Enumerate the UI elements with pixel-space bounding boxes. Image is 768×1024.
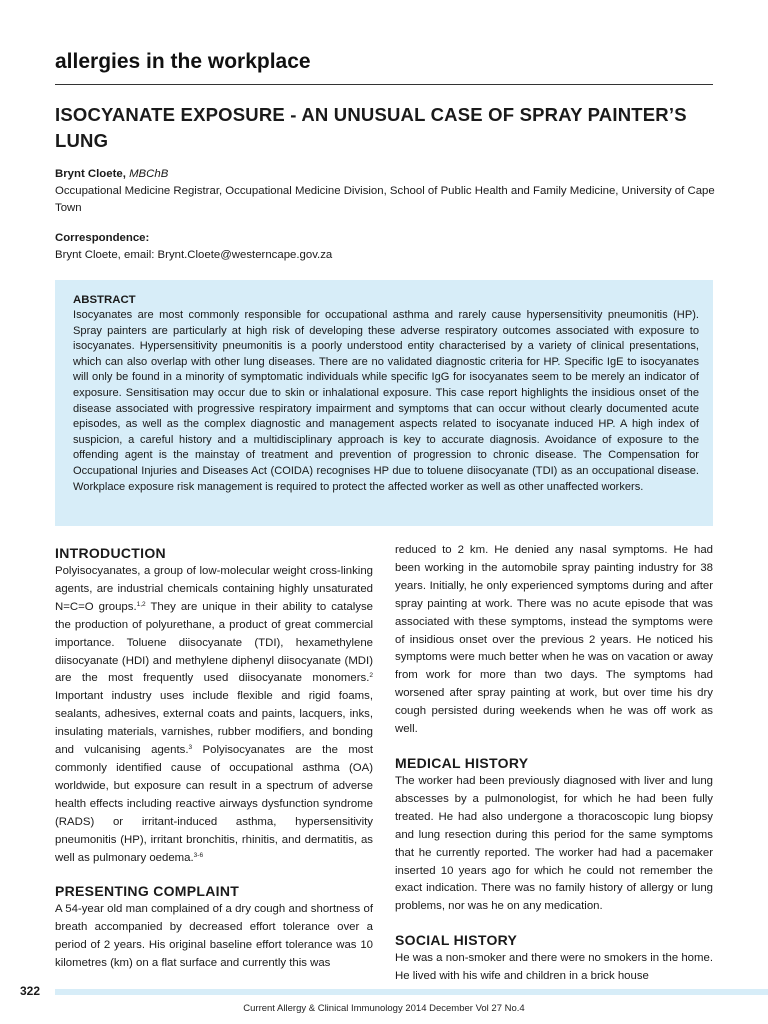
social-history-text: He was a non-smoker and there were no smokers in the home. He lived with his wife and children in a brick house [395,952,713,983]
citation-1: 1,2 [136,600,146,608]
correspondence-label: Correspondence: [55,232,150,244]
section-label: allergies in the workplace [55,50,311,73]
presenting-complaint-heading: PRESENTING COMPLAINT [55,883,240,900]
intro-text-4: Polyisocyanates are the most commonly identified cause of occupational asthma (OA) worldwide, but exposure can result in a spectrum of adverse health effects including reactive airways dysfunction syndrome (RADS) or irritant-induced asthma, hypersensitivity pneumonitis (HP), irritant bronchitis, rhinitis, and dermatitis, as well as pulmonary oedema. [55,744,373,864]
correspondence-text: Brynt Cloete, email: Brynt.Cloete@westerncape.gov.za [55,249,333,261]
medical-history-heading: MEDICAL HISTORY [395,754,529,771]
presenting-complaint-text: A 54-year old man complained of a dry cough and shortness of breath accompanied by decreased effort tolerance over a period of 2 years. His original baseline effort tolerance was 10 kilometres (km) on a flat surface and currently this was [55,903,373,970]
citation-4: 3-6 [193,851,204,859]
social-history-heading: SOCIAL HISTORY [395,932,518,949]
introduction-heading: INTRODUCTION [55,545,166,561]
abstract-heading: ABSTRACT [73,294,136,306]
medical-history-text: The worker had been previously diagnosed with liver and lung abscesses by a pulmonologist, for which he had been fully treated. He had also undergone a thoracoscopic lung biopsy and lung resection during this period for the same symptoms that he currently reported. The worker had had a pacemaker inserted 10 years ago for which he could not remember the exact indication. There was no family history of allergy or lung problems, nor was he on any medication. [395,774,713,913]
left-column [55,543,373,973]
author-name: Brynt Cloete, [55,168,126,180]
journal-footer: Current Allergy & Clinical Immunology 2014 December Vol 27 No.4 [243,1003,525,1014]
presenting-complaint-continuation: reduced to 2 km. He denied any nasal symptoms. He had been working in the automobile spray painting industry for 38 years. Initially, he only experienced symptoms during and after spray painting at work. There was no acute episode that was associated with these symptoms, instead the symptoms were of insidious onset over the previous 2 years. He noticed his symptoms were much better when he was on vacation or away from work for more than two days. The symptoms had worsened after spray painting at work, but over time his dry cough persisted during weekends when he was off work as well. [395,544,713,736]
author-block [55,166,715,217]
page-number: 322 [19,984,40,998]
right-column [395,542,713,986]
abstract-text: Isocyanates are most commonly responsible for occupational asthma and rarely cause hypersensitivity pneumonitis (HP). Spray painters are particularly at high risk of developing these adverse respiratory outcomes associated with exposure to isocyanates. Hypersensitivity pneumonitis is a poorly understood entity characterised by a variety of clinical presentations, which can also overlap with other lung diseases. There are no validated diagnostic criteria for HP. Specific IgE to isocyanates will only be found in a minority of symptomatic individuals while specific IgG for isocyanates seem to be merely an indicator of exposure. Sensitisation may occur due to skin or inhalational exposure. This case report highlights the insidious onset of the disease associated with progressive respiratory impairment and symptoms that can occur without clearly documented acute episodes, as well as the complex diagnostic and management aspects related to isocyanate induced HP. A high index of suspicion, a careful history and a multidisciplinary approach is key to accurate diagnosis. Avoidance of exposure to the offending agent is the mainstay of treatment and prevention of progression to chronic disease. The Compensation for Occupational Injuries and Diseases Act (COIDA) recognises HP due to toluene diisocyanate (TDI) as an occupational disease. Workplace exposure risk management is required to protect the affected worker as well as other unaffected workers. [73,309,699,493]
citation-3: 3 [188,744,193,752]
correspondence-block [55,230,715,264]
article-title: ISOCYANATE EXPOSURE - AN UNUSUAL CASE OF SPRAY PAINTER’S LUNG [55,104,687,151]
intro-text-2: They are unique in their ability to catalyse the production of polyurethane, a product of great commercial importance. Toluene diisocyanate (TDI), hexamethylene diisocyanate (HDI) and methylene diphenyl diisocyanate (MDI) are the most frequently used diisocyanate monomers. [55,600,373,685]
author-degree: MBChB [129,168,169,180]
author-affiliation: Occupational Medicine Registrar, Occupational Medicine Division, School of Public Health and Family Medicine, University of Cape Town [55,185,715,214]
intro-text-1: Polyisocyanates, a group of low-molecular weight cross-linking agents, are industrial chemicals containing highly unsaturated N=C=O groups. [55,565,373,613]
header-rule [55,84,713,85]
citation-2: 2 [369,672,373,680]
abstract-box [55,280,713,526]
footer-bar [55,989,768,995]
intro-text-3: Important industry uses include flexible and rigid foams, sealants, adhesives, external coats and paints, lacquers, inks, insulating materials, varnishes, rubber modifiers, and bonding and vulcanising agents. [55,690,373,757]
introduction-text [55,563,373,867]
